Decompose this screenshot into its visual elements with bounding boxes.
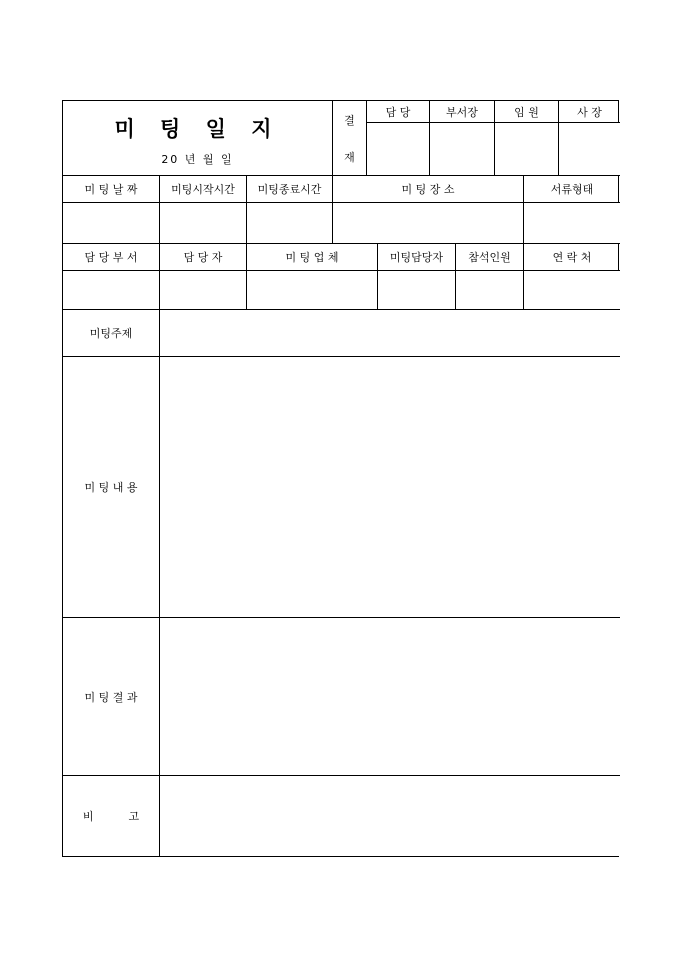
- start-time-field[interactable]: [160, 203, 247, 244]
- topic-field[interactable]: [160, 310, 620, 357]
- phone-field[interactable]: [524, 271, 620, 310]
- header-person-in-charge: 담 당 자: [160, 244, 247, 271]
- header-meeting-contact: 미팅담당자: [378, 244, 456, 271]
- header-meeting-date: 미 팅 날 짜: [63, 176, 160, 203]
- topic-label: 미팅주제: [63, 310, 160, 357]
- page-title: 미 팅 일 지: [114, 117, 281, 141]
- meeting-log-form: [62, 100, 619, 857]
- document-type-field[interactable]: [524, 203, 620, 244]
- approval-header-president: 사 장: [559, 101, 620, 123]
- header-department: 담 당 부 서: [63, 244, 160, 271]
- header-meeting-company: 미 팅 업 체: [247, 244, 378, 271]
- remarks-field[interactable]: [160, 776, 620, 856]
- person-in-charge-field[interactable]: [160, 271, 247, 310]
- approval-header-manager: 담 당: [367, 101, 430, 123]
- header-attendees: 참석인원: [456, 244, 524, 271]
- title-block: [63, 101, 333, 176]
- approval-label: [333, 101, 367, 176]
- header-document-type: 서류형태: [524, 176, 620, 203]
- header-start-time: 미팅시작시간: [160, 176, 247, 203]
- meeting-company-field[interactable]: [247, 271, 378, 310]
- remarks-label-text: 비 고: [82, 810, 140, 823]
- approval-sign-president[interactable]: [559, 123, 620, 176]
- approval-sign-executive[interactable]: [495, 123, 559, 176]
- approval-header-dept-head: 부서장: [430, 101, 495, 123]
- result-label: 미 팅 결 과: [63, 618, 160, 776]
- meeting-contact-field[interactable]: [378, 271, 456, 310]
- result-field[interactable]: [160, 618, 620, 776]
- header-meeting-place: 미 팅 장 소: [333, 176, 524, 203]
- date-line: 20 년 월 일: [161, 153, 234, 166]
- content-field[interactable]: [160, 357, 620, 618]
- attendees-field[interactable]: [456, 271, 524, 310]
- approval-label-top: 결: [344, 113, 355, 127]
- header-phone: 연 락 처: [524, 244, 620, 271]
- approval-sign-dept-head[interactable]: [430, 123, 495, 176]
- header-end-time: 미팅종료시간: [247, 176, 333, 203]
- meeting-place-field[interactable]: [333, 203, 524, 244]
- remarks-label: [63, 776, 160, 856]
- meeting-date-field[interactable]: [63, 203, 160, 244]
- approval-sign-manager[interactable]: [367, 123, 430, 176]
- content-label: 미 팅 내 용: [63, 357, 160, 618]
- approval-header-executive: 임 원: [495, 101, 559, 123]
- department-field[interactable]: [63, 271, 160, 310]
- approval-label-bottom: 재: [344, 150, 355, 164]
- end-time-field[interactable]: [247, 203, 333, 244]
